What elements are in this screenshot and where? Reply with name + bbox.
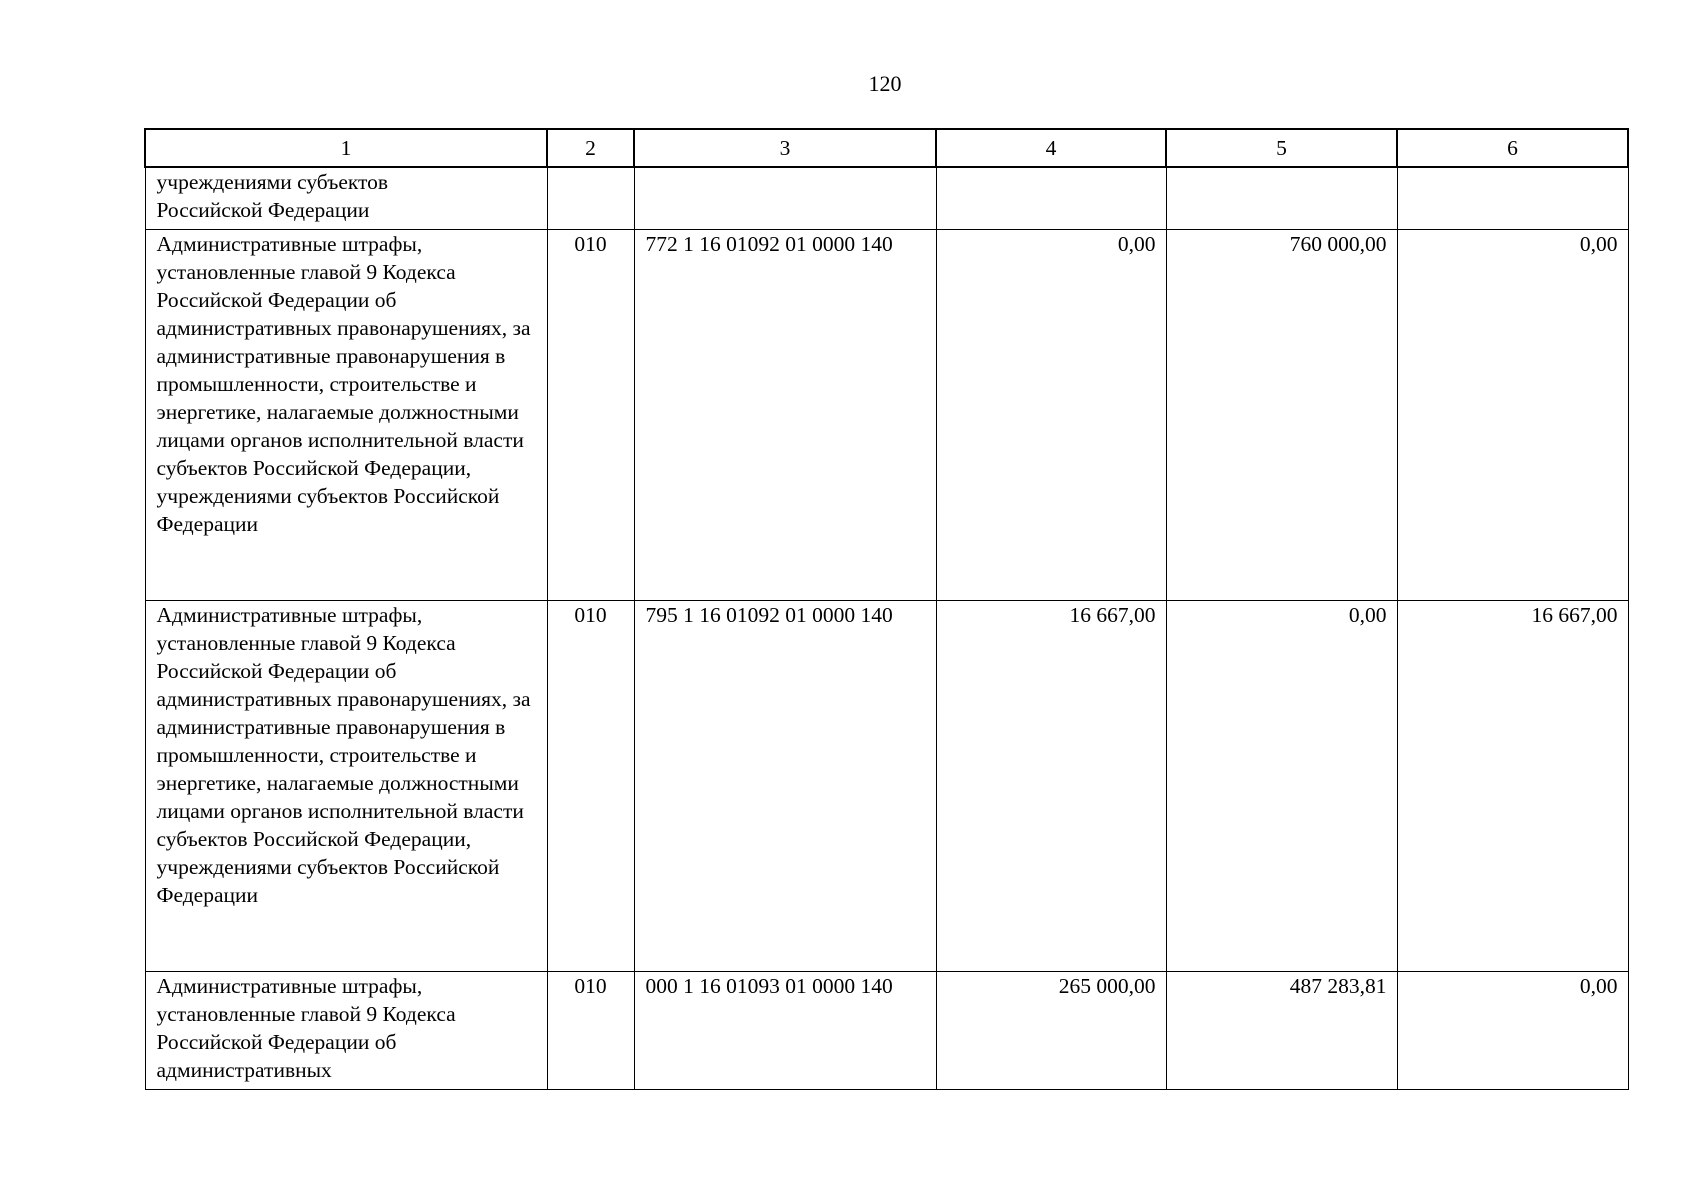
row-value-5: 760 000,00	[1166, 229, 1397, 600]
data-table	[144, 128, 1629, 1090]
row-name: Административные штрафы, установленные главой 9 Кодекса Российской Федерации об административных	[145, 971, 547, 1089]
row-value-4	[936, 167, 1166, 229]
row-budget-code: 795 1 16 01092 01 0000 140	[634, 600, 936, 971]
row-line-code: 010	[547, 600, 634, 971]
row-budget-code: 000 1 16 01093 01 0000 140	[634, 971, 936, 1089]
row-line-code: 010	[547, 229, 634, 600]
row-value-6	[1397, 167, 1628, 229]
row-budget-code: 772 1 16 01092 01 0000 140	[634, 229, 936, 600]
page-number: 120	[868, 71, 902, 96]
column-header-1: 1	[145, 129, 547, 167]
row-name: Административные штрафы, установленные главой 9 Кодекса Российской Федерации об административных правонарушениях, за административные правонарушения в промышленности, строительстве и энергетике, налагаемые должностными лицами органов исполнительной власти субъектов Российской Федерации, учреждениями субъектов Российской Федерации	[145, 229, 547, 600]
table-row	[145, 167, 1628, 229]
header-row	[145, 129, 1628, 167]
column-header-5: 5	[1166, 129, 1397, 167]
row-name-text: учреждениями субъектов Российской Федерации	[156, 170, 389, 222]
table-row	[145, 600, 1628, 971]
column-header-2: 2	[547, 129, 634, 167]
row-value-6: 16 667,00	[1397, 600, 1628, 971]
row-line-code	[547, 167, 634, 229]
row-budget-code	[634, 167, 936, 229]
row-value-4: 16 667,00	[936, 600, 1166, 971]
row-line-code: 010	[547, 971, 634, 1089]
column-header-6: 6	[1397, 129, 1628, 167]
column-header-4: 4	[936, 129, 1166, 167]
row-value-4: 265 000,00	[936, 971, 1166, 1089]
row-name: Административные штрафы, установленные главой 9 Кодекса Российской Федерации об административных правонарушениях, за административные правонарушения в промышленности, строительстве и энергетике, налагаемые должностными лицами органов исполнительной власти субъектов Российской Федерации, учреждениями субъектов Российской Федерации	[145, 600, 547, 971]
table-row	[145, 229, 1628, 600]
row-value-4: 0,00	[936, 229, 1166, 600]
row-value-5: 487 283,81	[1166, 971, 1397, 1089]
column-header-3: 3	[634, 129, 936, 167]
row-value-6: 0,00	[1397, 229, 1628, 600]
row-value-5	[1166, 167, 1397, 229]
row-name	[145, 167, 547, 229]
row-value-6: 0,00	[1397, 971, 1628, 1089]
row-value-5: 0,00	[1166, 600, 1397, 971]
table-row	[145, 971, 1628, 1089]
